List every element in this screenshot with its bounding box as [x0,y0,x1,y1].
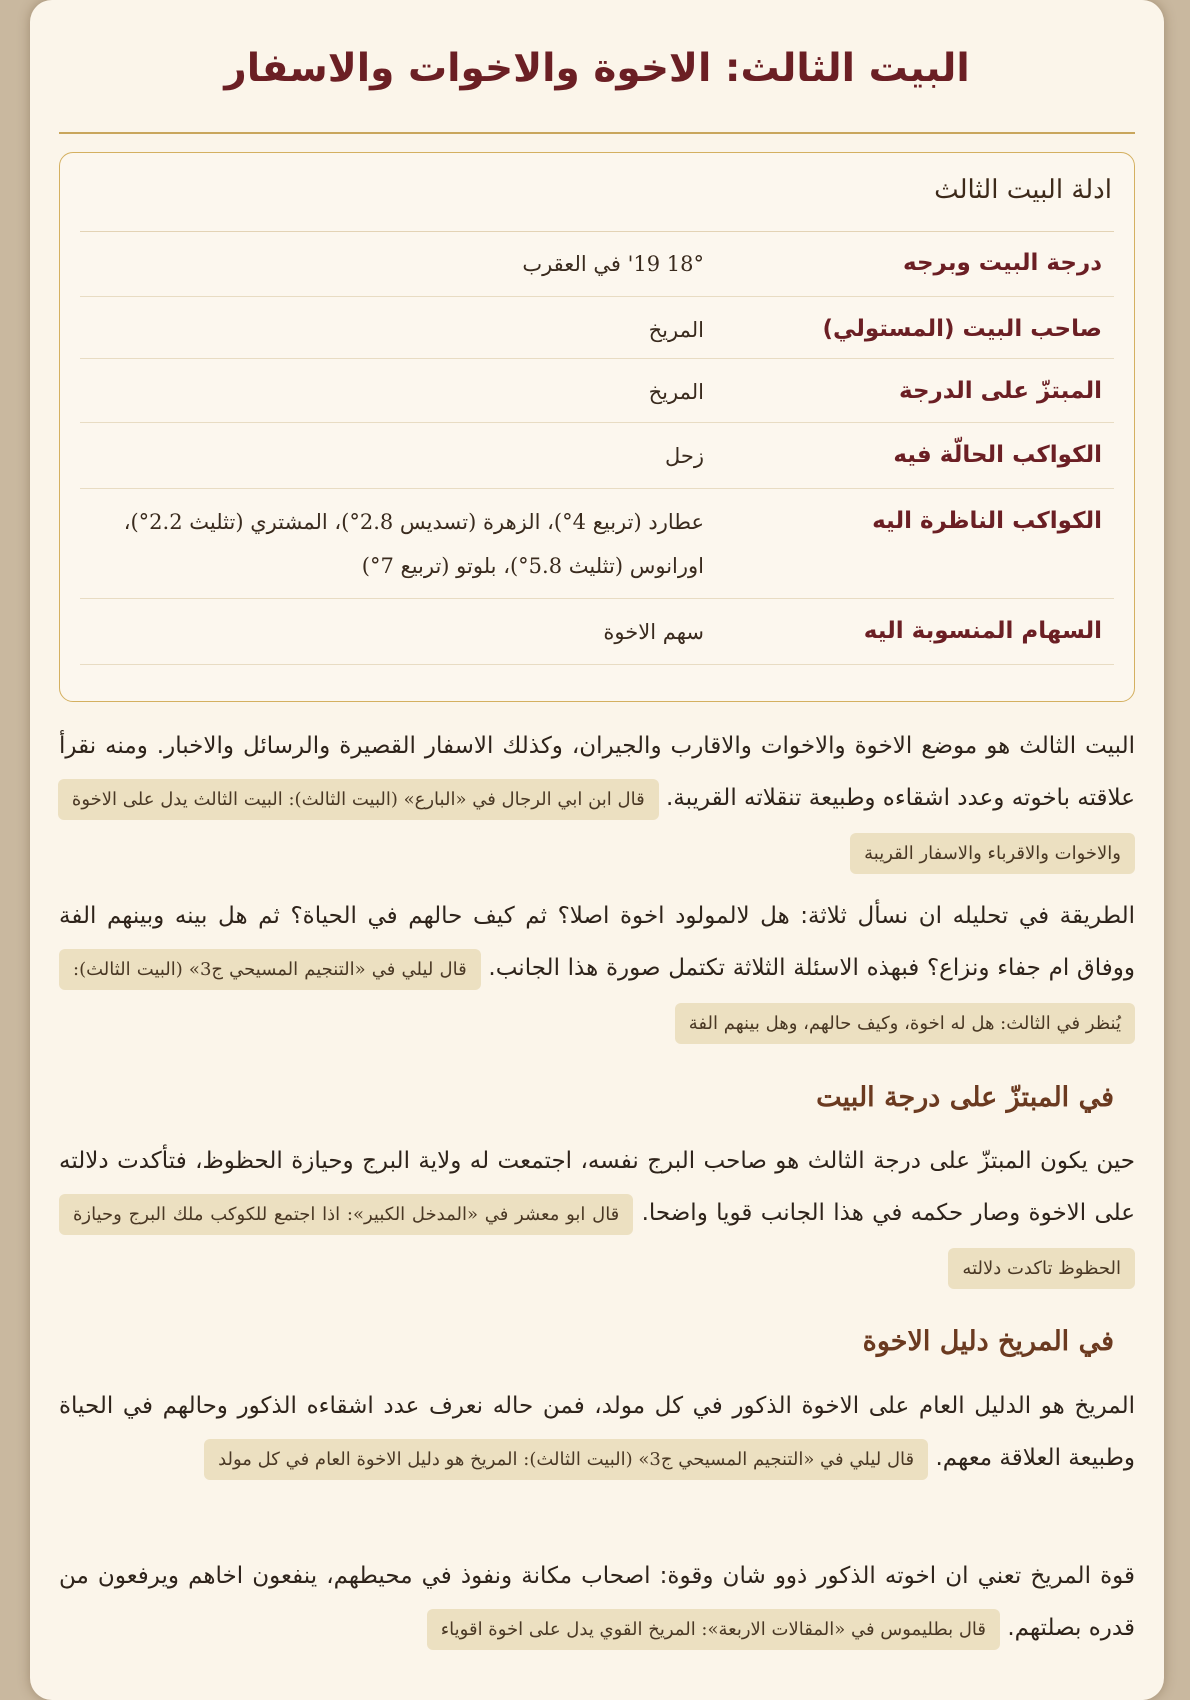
source-quote: قال ليلي في «التنجيم المسيحي ج3» (البيت الثالث): المريخ هو دليل الاخوة العام في كل مولد [204,1439,928,1480]
row-label: صاحب البيت (المستولي) [822,316,1102,342]
paragraph [59,720,1135,880]
paragraph-text: قوة المريخ تعني ان اخوته الذكور ذوو شان وقوة: اصحاب مكانة ونفوذ في محيطهم، ينفعون اخاهم ويرفعون من قدره بصلتهم. [59,1563,1135,1641]
row-label: الكواكب الناظرة اليه [872,508,1102,534]
document-page [30,0,1164,1700]
table-row [80,490,1114,599]
table-row [80,424,1114,489]
evidence-table-caption: ادلة البيت الثالث [934,175,1112,205]
table-row [80,298,1114,359]
paragraph-text: حين يكون المبتزّ على درجة الثالث هو صاحب البرج نفسه، اجتمعت له ولاية البرج وحيازة الحظوظ، فتأكدت دلالته على الاخوة وصار حكمه في هذا الجانب قويا واضحا. [59,1148,1135,1226]
source-quote: قال بطليموس في «المقالات الاربعة»: المريخ القوي يدل على اخوة اقوياء [427,1609,1000,1650]
row-label: المبتزّ على الدرجة [899,378,1102,404]
paragraph [59,890,1135,1050]
title-divider [59,132,1135,134]
row-label: الكواكب الحالّة فيه [893,442,1102,468]
paragraph [59,1380,1135,1486]
row-value: عطارد (تربيع 4°)، الزهرة (تسديس 2.8°)، المشتري (تثليث 2.2°)، اورانوس (تثليث 5.8°)، بلوتو (تربيع 7°) [123,510,704,578]
page-title: البيت الثالث: الاخوة والاخوات والاسفار [224,46,970,91]
source-quote: قال ابن ابي الرجال في «البارع» (البيت الثالث): البيت الثالث يدل على الاخوة والاخوات والاقرباء والاسفار القريبة [58,779,1135,874]
section-heading: في المريخ دليل الاخوة [862,1326,1114,1357]
paragraph [59,1135,1135,1295]
row-value: 18° 19' في العقرب [522,252,704,276]
row-label: السهام المنسوبة اليه [863,618,1102,644]
table-row [80,360,1114,423]
row-value: زحل [664,444,704,468]
row-value: المريخ [648,380,704,404]
row-value: سهم الاخوة [603,620,704,644]
paragraph-text: الطريقة في تحليله ان نسأل ثلاثة: هل لالمولود اخوة اصلا؟ ثم كيف حالهم في الحياة؟ ثم هل بينه وبينهم الفة ووفاق ام جفاء ونزاع؟ فبهذه الاسئلة الثلاثة تكتمل صورة هذا الجانب. [59,903,1135,981]
table-row [80,232,1114,297]
row-label: درجة البيت وبرجه [903,250,1102,276]
evidence-table [59,152,1135,702]
source-quote: قال ابو معشر في «المدخل الكبير»: اذا اجتمع للكوكب ملك البرج وحيازة الحظوظ تاكدت دلالته [59,1194,1135,1289]
section-heading: في المبتزّ على درجة البيت [816,1082,1114,1113]
table-row [80,600,1114,665]
source-quote: قال ليلي في «التنجيم المسيحي ج3» (البيت الثالث): يُنظر في الثالث: هل له اخوة، وكيف حالهم، وهل بينهم الفة [59,949,1135,1044]
paragraph-text: البيت الثالث هو موضع الاخوة والاخوات والاقارب والجيران، وكذلك الاسفار القصيرة والرسائل والاخبار. ومنه نقرأ علاقته باخوته وعدد اشقاءه وطبيعة تنقلاته القريبة. [59,733,1135,811]
paragraph-text: المريخ هو الدليل العام على الاخوة الذكور في كل مولد، فمن حاله نعرف عدد اشقاءه الذكور وحالهم في الحياة وطبيعة العلاقة معهم. [59,1393,1135,1471]
row-value: المريخ [648,318,704,342]
paragraph [59,1550,1135,1656]
